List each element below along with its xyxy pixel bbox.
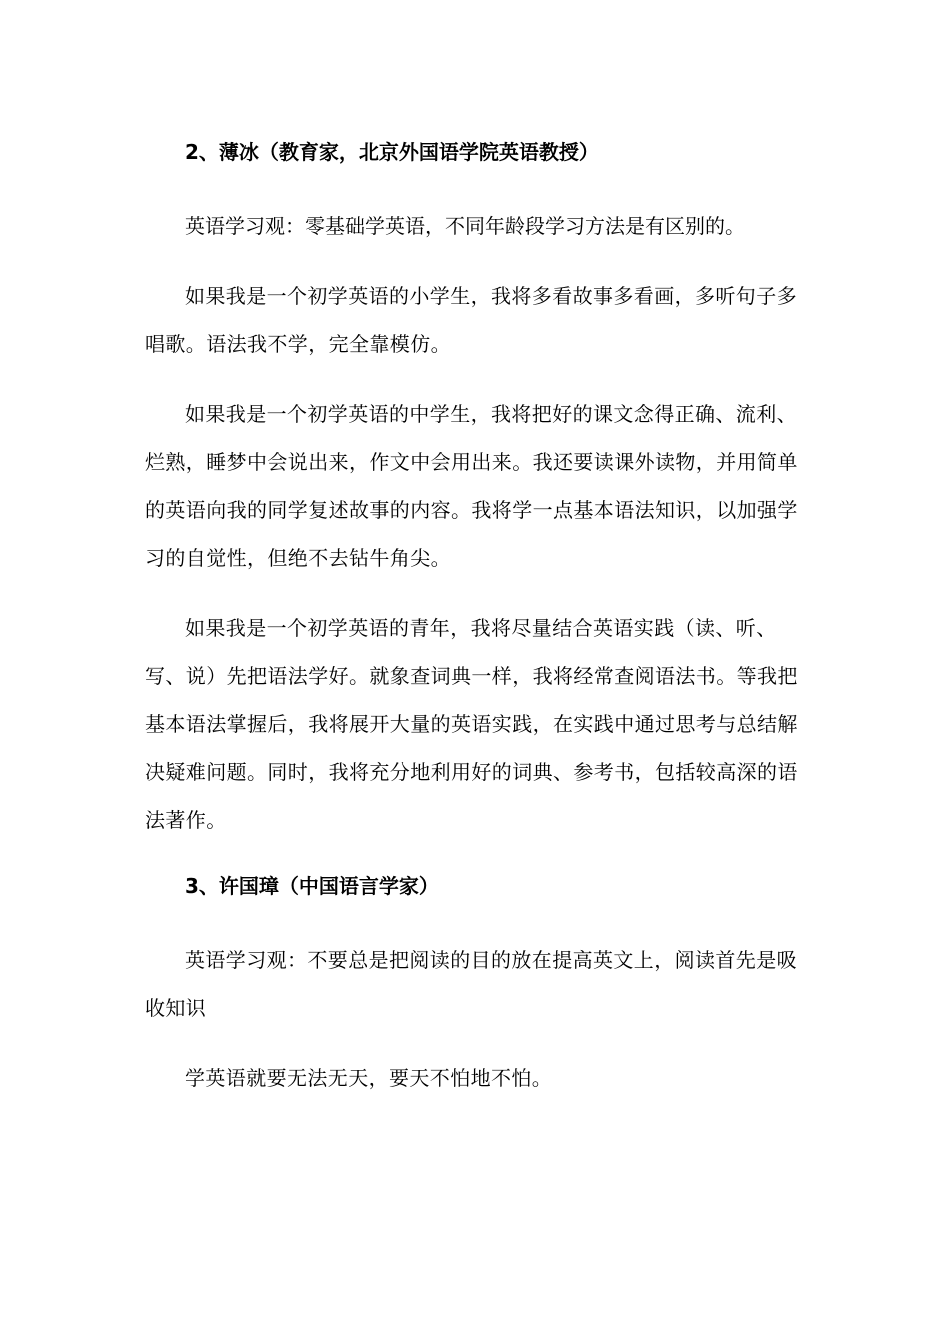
document-body (145, 132, 805, 1124)
section-heading-xu-guozhang: 3、许国璋（中国语言学家） (185, 874, 439, 898)
paragraph-primary-student: 如果我是一个初学英语的小学生，我将多看故事多看画，多听句子多唱歌。语法我不学，完全靠模仿。 (145, 284, 797, 356)
paragraph-fearless: 学英语就要无法无天，要天不怕地不怕。 (185, 1066, 553, 1090)
paragraph-middle-student: 如果我是一个初学英语的中学生，我将把好的课文念得正确、流利、烂熟，睡梦中会说出来，作文中会用出来。我还要读课外读物，并用简单的英语向我的同学复述故事的内容。我将学一点基本语法知识，以加强学习的自觉性，但绝不去钻牛角尖。 (145, 402, 798, 570)
paragraph-learning-view: 英语学习观：零基础学英语，不同年龄段学习方法是有区别的。 (185, 214, 745, 238)
paragraph-young-adult: 如果我是一个初学英语的青年，我将尽量结合英语实践（读、听、写、说）先把语法学好。就象查词典一样，我将经常查阅语法书。等我把基本语法掌握后，我将展开大量的英语实践，在实践中通过思考与总结解决疑难问题。同时，我将充分地利用好的词典、参考书，包括较高深的语法著作。 (145, 616, 798, 832)
paragraph-reading-view: 英语学习观：不要总是把阅读的目的放在提高英文上，阅读首先是吸收知识 (145, 948, 797, 1020)
section-heading-bo-bing: 2、薄冰（教育家，北京外国语学院英语教授） (185, 140, 599, 164)
